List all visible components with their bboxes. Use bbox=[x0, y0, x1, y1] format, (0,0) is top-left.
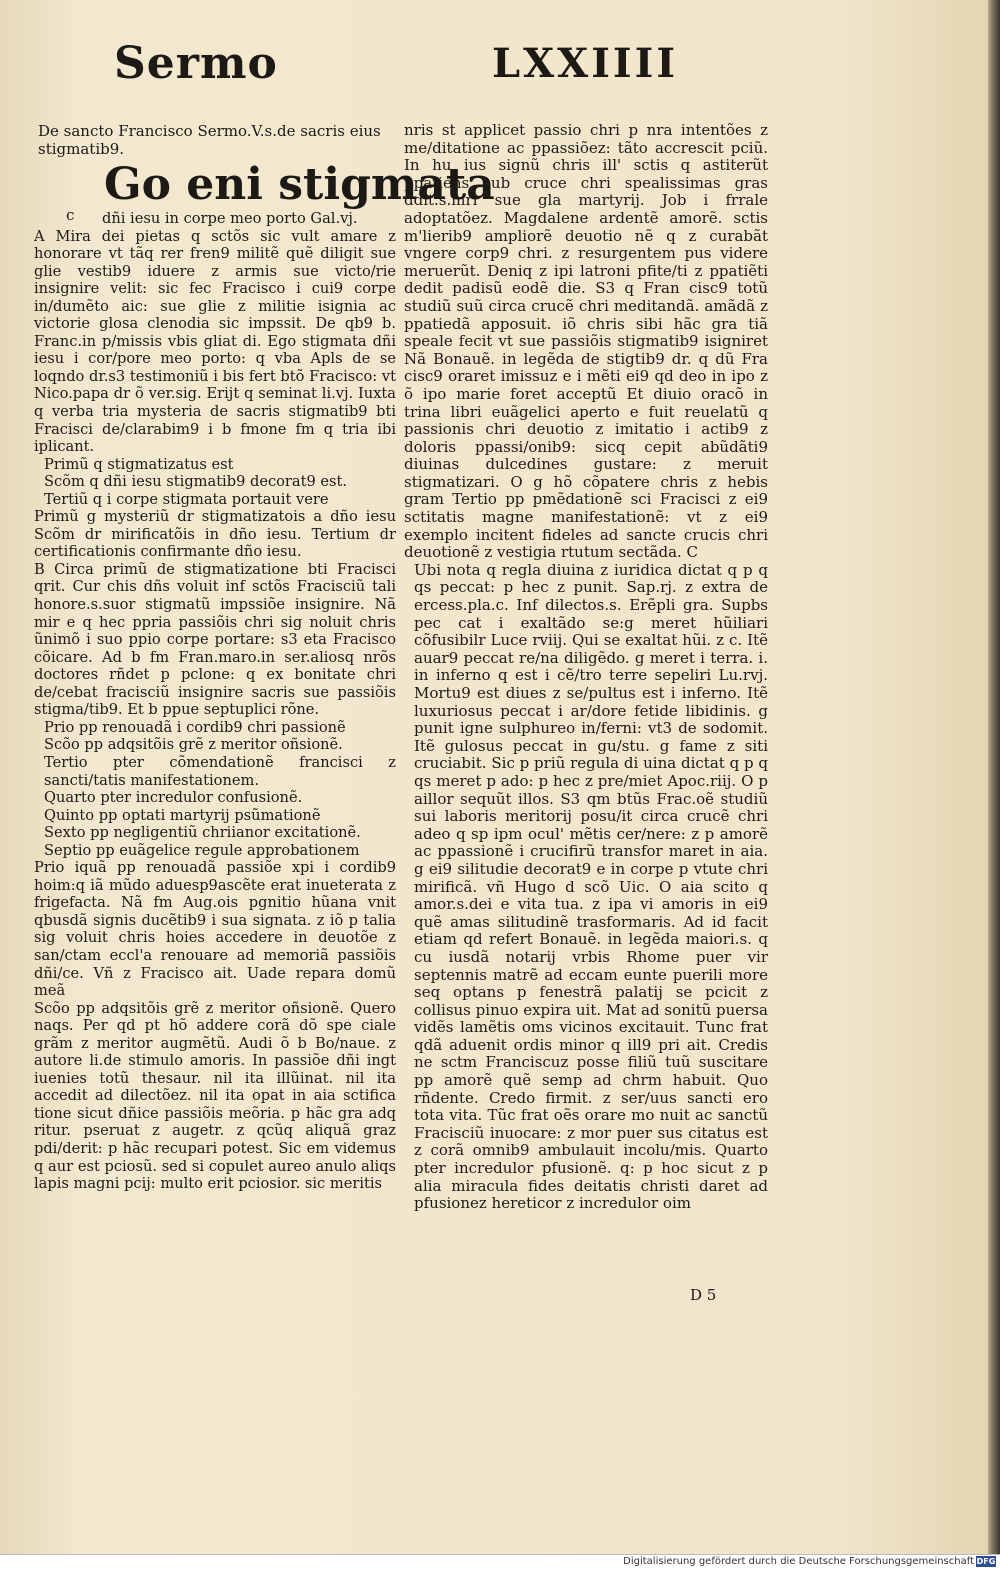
left-paragraph: dñi iesu in corpe meo porto Gal.vj. bbox=[102, 210, 358, 227]
left-paragraph: Primũ q stigmatizatus est bbox=[44, 455, 234, 473]
left-paragraph: Quarto pter incredulor confusionẽ. bbox=[44, 789, 303, 807]
signature-mark: D 5 bbox=[690, 1286, 717, 1304]
page-edge bbox=[988, 0, 1000, 1554]
left-paragraph: Tertio pter cõmendationẽ francisci z sancti/tatis manifestationem. bbox=[44, 753, 396, 789]
dfg-logo-icon: DFG bbox=[976, 1557, 996, 1566]
sermon-display-line: Go eni stigmata bbox=[104, 159, 495, 210]
left-paragraph: Scõo pp adqsitõis grẽ z meritor oñsionẽ. Quero naqs. Per qd pt hõ addere corã dõ spe ciale grãm z meritor augmẽtũ. Audi õ b Bo/naue. z autore li.de stimulo amoris. In passiõe dñi ingt iuenies totũ thesaur. nil ita illũinat. nil ita accedit ad dilectõez. nil ita opat in aia sctifica tione sicut dñice passiõis meõria. p hãc gra adq ritur. pseruat z augetr. z qcũq aliquã graz pdi/derit: p hãc recupari potest. Sic em videmus q aur est pciosũ. sed si copulet aureo anulo aliqs lapis magni pcij: multo erit pciosior. sic meritis bbox=[34, 999, 396, 1193]
left-paragraph: Tertiũ q i corpe stigmata portauit vere bbox=[44, 490, 329, 508]
left-paragraph: Scõm q dñi iesu stigmatib9 decorat9 est. bbox=[44, 473, 348, 491]
footer-credit: Digitalisierung gefördert durch die Deutsche Forschungsgemeinschaft bbox=[623, 1556, 974, 1567]
left-paragraph: Septio pp euãgelice regule approbationem bbox=[44, 841, 360, 859]
left-paragraph: Scõo pp adqsitõis grẽ z meritor oñsionẽ. bbox=[44, 736, 343, 754]
left-paragraph: Prio iquã pp renouadã passiõe xpi i cordib9 hoim:q iã mũdo aduesp9ascẽte erat inueterata z frigefacta. Nã fm Aug.ois pgnitio hũana vnit qbusdã signis ducẽtib9 i sua signata. z iõ p talia sig voluit chris hoies accedere in deuotõe z san/ctam eccl'a renouare ad memoriã passiõis dñi/ce. Vñ z Fracisco ait. Uade repara domũ meã bbox=[34, 859, 396, 1000]
left-paragraph: Quinto pp optati martyrij psũmationẽ bbox=[44, 806, 321, 824]
left-paragraph: B Circa primũ de stigmatizatione bti Fracisci qrit. Cur chis dñs voluit inf sctõs Fracisciũ tali honore.s.suor stigmatũ impssiõe insignire. Nã mir e q hec ppria passiõis chri sig noluit chris ũnimõ i suo ppio corpe portare: s3 eta Fracisco cõicare. Ad b fm Fran.maro.in ser.aliosq nrõs doctores rñdet p pclone: q ex bonitate chri de/cebat fracisciũ insignire sacris sue passiõis stigma/tib9. Et b ppue septuplici rõne. bbox=[34, 560, 396, 719]
right-paragraph: nris st applicet passio chri p nra intentões z me/ditatione ac ppassiõez: tãto accrescit pciũ. In hu ius signũ chris ill' sctis q astiterũt ppatiens sub cruce chri spealissimas gras ddit.s.mri sue gla martyrij. Job i frrale adoptatõez. Magdalene ardentẽ amorẽ. sctis m'lierib9 ampliorẽ deuotio nẽ q z curabãt vngere corp9 chri. z resurgentem pus videre meruerũt. Deniq z ipi latroni pfite/ti z ppatiẽti dedit padisũ eodẽ die. S3 q Fran cisc9 totũ studiũ suũ circa crucẽ chri meditandã. amãdã z ppatiedã apposuit. iõ chris sibi hãc gra tiã speale fecit vt sue passiõis stigmatib9 isigniret Nã Bonauẽ. in legẽda de stigtib9 dr. q dũ Fra cisc9 oraret imissuz e i mẽti ei9 qd deo in ipo z õ ipo marie foret acceptũ Et diuio oracõ in trina libri euãgelici aperto e fuit reuelatũ q passionis chri deuotio z imitatio i actib9 z doloris ppassi/onib9: sicq cepit abũdãti9 diuinas dulcedines gustare: z meruit stigmatizari. O g hõ cõpatere chris z hebis gram Tertio pp pmẽdationẽ sci Fracisci z ei9 sctitatis magne manifestationẽ: vt z ei9 exemplo incitent fideles ad sancte crucis chri deuotionẽ z vestigia rtutum sectãda. C bbox=[404, 122, 768, 562]
left-paragraph: Sexto pp negligentiũ chriianor excitationẽ. bbox=[44, 824, 361, 842]
left-paragraph: Prio pp renouadã i cordib9 chri passionẽ bbox=[44, 718, 346, 736]
sermon-caption: De sancto Francisco Sermo.V.s.de sacris eius stigmatib9. bbox=[38, 122, 381, 158]
running-head-left: Sermo bbox=[114, 38, 278, 89]
running-head-folio: LXXIIII bbox=[492, 40, 679, 87]
left-paragraph: A Mira dei pietas q sctõs sic vult amare z honorare vt tãq rer fren9 militẽ quẽ diligit sue glie vestib9 iduere z armis sue victo/rie insignire velit: sic fec Fracisco i cui9 corpe in/dumẽto aic: sue glie z militie isignia ac victorie glosa clenodia sic impssit. De qb9 b. Franc.in p/missis vbis gliat di. Ego stigmata dñi iesu i cor/pore meo porto: q vba Apls de se loqndo dr.s3 testimoniũ i bis fert btõ Fracisco: vt Nico.papa dr õ ver.sig. Erijt q seminat li.vj. Iuxta q verba tria mysteria de sacris stigmatib9 bti Fracisci de/clarabim9 i b fmone fm q tria ibi iplicant. bbox=[34, 227, 396, 456]
right-paragraph: Ubi nota q regla diuina z iuridica dictat q p q qs peccat: p hec z punit. Sap.rj. z extra de ercess.pla.c. Inf dilectos.s. Erẽpli gra. Supbs pec cat i exaltãdo se:g meret hũiliari cõfusibilr Luce rviij. Qui se exaltat hũi. z c. Itẽ auar9 peccat re/na diligẽdo. g meret i terra. i. in inferno q est i cẽ/tro terre sepeliri Lu.rvj. Mortu9 est diues z se/pultus est i inferno. Itẽ luxuriosus peccat i ar/dore fetide libidinis. g punit igne sulphureo in/ferni: vt3 de sodomit. Itẽ gulosus peccat in gu/stu. g fame z siti cruciabit. Sic p priũ regula di uina dictat q p q qs meret p ado: p hec z pre/miet Apoc.riij. O p aillor sequũt illos. S3 qm btũs Frac.oẽ studiũ sui laboris meritorij posu/it circa crucẽ chri adeo q sp ipm ocul' mẽtis cer/nere: z p amorẽ ac ppassionẽ i crucifirũ transfor maret in aia. g ei9 silitudie decorat9 e in corpe p vtute chri mirificã. vñ Hugo d scõ Uic. O aia scito q amor.s.dei e vita tua. z ipa vi amoris in ei9 quẽ amas silitudinẽ trasformaris. Ad id facit etiam qd refert Bonauẽ. in legẽda maiori.s. q cu iusdã notarij vrbis Rhome puer vir septennis matrẽ ad eccam eunte puerili more seq optans p fenestrã palatij se pcicit z collisus pinuo expira uit. Mat ad sonitũ puersa vidẽs lamẽtis oms vicinos excitauit. Tunc frat qdã aduenit ordis minor q ill9 pri ait. Credis ne sctm Franciscuz posse filiũ tuũ suscitare pp amorẽ quẽ semp ad chrm habuit. Quo rñdente. Credo firmit. z ser/uus sancti ero tota vita. Tũc frat oẽs orare mo nuit ac sanctũ Fracisciũ inuocare: z mor puer sus citatus est z corã omnib9 ambulauit incolu/mis. Quarto pter incredulor pfusionẽ. q: p hoc sicut z p alia miracula fides deitatis christi daret ad pfusionez hereticor z incredulor oim bbox=[414, 560, 768, 1213]
left-column bbox=[34, 210, 396, 1296]
left-paragraph: Primũ g mysteriũ dr stigmatizatois a dño iesu Scõm dr mirificatõis in dño iesu. Tertium dr certificationis confirmante dño iesu. bbox=[34, 508, 396, 561]
right-column bbox=[404, 122, 768, 1312]
section-marker: c bbox=[66, 206, 75, 224]
